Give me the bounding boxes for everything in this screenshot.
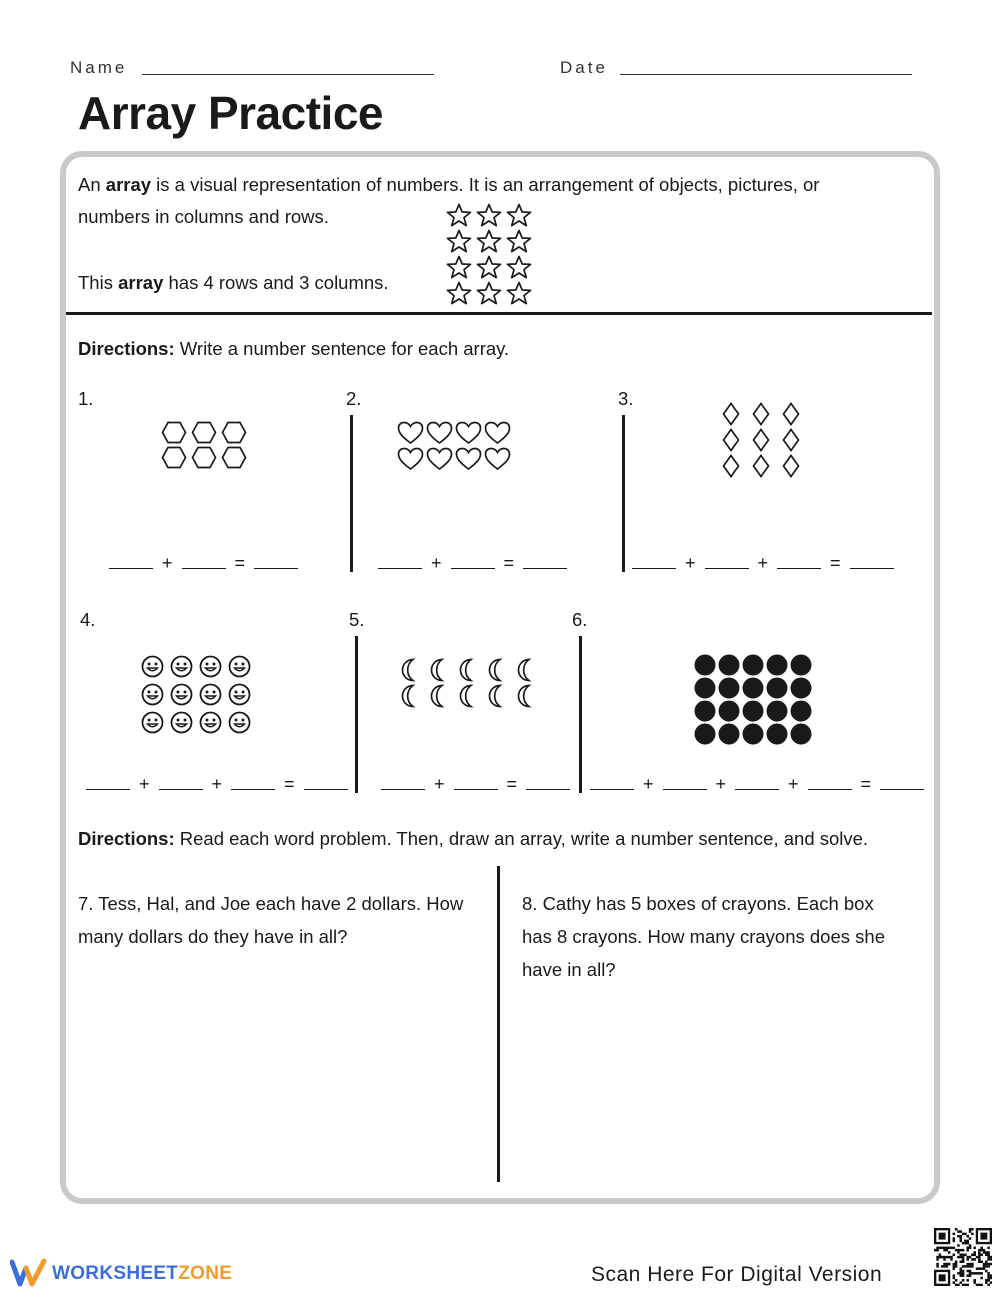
moon-array	[400, 658, 534, 708]
crescent-moon-icon	[487, 658, 505, 682]
date-line[interactable]	[620, 74, 912, 75]
smiley-face-icon	[170, 683, 193, 706]
answer-blank[interactable]	[735, 774, 779, 790]
heart-outline-icon	[484, 447, 511, 471]
star-outline-icon	[506, 229, 532, 253]
separator-5-6	[579, 636, 582, 793]
directions-2: Directions: Read each word problem. Then, draw an array, write a number sentence, and solve.	[78, 828, 869, 849]
problem-number-5: 5.	[349, 609, 365, 630]
dot-array	[694, 654, 812, 745]
plus-sign: +	[434, 774, 445, 794]
equation-row-1	[104, 553, 303, 574]
hexagon-outline-icon	[161, 421, 187, 444]
hexagon-outline-icon	[221, 446, 247, 469]
page-title: Array Practice	[78, 87, 383, 139]
answer-blank[interactable]	[304, 774, 348, 790]
heart-outline-icon	[455, 421, 482, 445]
answer-blank[interactable]	[109, 553, 153, 569]
smiley-face-icon	[228, 655, 251, 678]
crescent-moon-icon	[458, 684, 476, 708]
heart-outline-icon	[426, 421, 453, 445]
filled-circle-icon	[766, 723, 788, 745]
smiley-face-icon	[141, 711, 164, 734]
directions-1: Directions: Write a number sentence for each array.	[78, 338, 510, 359]
equals-sign: =	[234, 553, 246, 573]
filled-circle-icon	[742, 677, 764, 699]
answer-blank[interactable]	[451, 553, 495, 569]
heart-outline-icon	[397, 421, 424, 445]
answer-blank[interactable]	[254, 553, 298, 569]
crescent-moon-icon	[487, 684, 505, 708]
intro-line-2: numbers in columns and rows.	[78, 206, 329, 227]
filled-circle-icon	[790, 700, 812, 722]
diamond-outline-icon	[752, 454, 770, 478]
equation-row-3	[627, 553, 899, 574]
hexagon-outline-icon	[161, 446, 187, 469]
diamond-outline-icon	[722, 454, 740, 478]
answer-blank[interactable]	[86, 774, 130, 790]
answer-blank[interactable]	[590, 774, 634, 790]
separator-1-2	[350, 415, 353, 572]
answer-blank[interactable]	[880, 774, 924, 790]
equation-row-6	[585, 774, 929, 795]
section-divider	[66, 312, 932, 315]
answer-blank[interactable]	[454, 774, 498, 790]
plus-sign: +	[431, 553, 442, 573]
plus-sign: +	[211, 774, 223, 794]
brand-name	[52, 1263, 232, 1285]
smiley-face-icon	[199, 711, 222, 734]
answer-blank[interactable]	[523, 553, 567, 569]
intro-line-1: An array is a visual representation of numbers. It is an arrangement of objects, pictures, or	[78, 174, 820, 195]
diamond-outline-icon	[782, 454, 800, 478]
plus-sign: +	[643, 774, 654, 794]
plus-sign: +	[757, 553, 769, 573]
crescent-moon-icon	[516, 684, 534, 708]
star-outline-icon	[446, 203, 472, 227]
filled-circle-icon	[766, 654, 788, 676]
filled-circle-icon	[766, 700, 788, 722]
word-problem-7-line-1: 7. Tess, Hal, and Joe each have 2 dollars. How	[78, 893, 464, 914]
answer-blank[interactable]	[378, 553, 422, 569]
plus-sign: +	[715, 774, 727, 794]
filled-circle-icon	[718, 677, 740, 699]
hexagon-outline-icon	[191, 446, 217, 469]
brand-logo-icon	[10, 1258, 48, 1288]
plus-sign: +	[788, 774, 799, 794]
filled-circle-icon	[742, 700, 764, 722]
hexagon-outline-icon	[191, 421, 217, 444]
diamond-outline-icon	[722, 402, 740, 426]
problem-number-1: 1.	[78, 388, 94, 409]
star-outline-icon	[506, 203, 532, 227]
smiley-face-icon	[141, 683, 164, 706]
filled-circle-icon	[766, 677, 788, 699]
equation-row-5	[376, 774, 575, 795]
equals-sign: =	[830, 553, 841, 573]
answer-blank[interactable]	[159, 774, 203, 790]
name-line[interactable]	[142, 74, 434, 75]
filled-circle-icon	[742, 723, 764, 745]
filled-circle-icon	[694, 677, 716, 699]
heart-outline-icon	[397, 447, 424, 471]
problem-number-3: 3.	[618, 388, 634, 409]
problem-number-2: 2.	[346, 388, 362, 409]
diamond-outline-icon	[782, 402, 800, 426]
filled-circle-icon	[790, 723, 812, 745]
filled-circle-icon	[694, 723, 716, 745]
answer-blank[interactable]	[663, 774, 707, 790]
crescent-moon-icon	[400, 684, 418, 708]
plus-sign: +	[685, 553, 696, 573]
separator-2-3	[622, 415, 625, 572]
equals-sign: =	[503, 553, 515, 573]
separator-4-5	[355, 636, 358, 793]
problem-number-6: 6.	[572, 609, 588, 630]
heart-outline-icon	[455, 447, 482, 471]
heart-outline-icon	[484, 421, 511, 445]
smiley-face-icon	[199, 655, 222, 678]
word-problem-7	[78, 887, 488, 953]
equation-row-4	[81, 774, 353, 795]
crescent-moon-icon	[458, 658, 476, 682]
equals-sign: =	[284, 774, 295, 794]
star-outline-icon	[476, 229, 502, 253]
smiley-array	[141, 655, 251, 734]
equation-row-2	[373, 553, 572, 574]
problem-number-4: 4.	[80, 609, 96, 630]
crescent-moon-icon	[429, 684, 447, 708]
filled-circle-icon	[718, 654, 740, 676]
word-problem-8-line-2: has 8 crayons. How many crayons does she	[522, 926, 885, 947]
answer-blank[interactable]	[381, 774, 425, 790]
plus-sign: +	[162, 553, 173, 573]
scan-label: Scan Here For Digital Version	[591, 1263, 883, 1286]
brand-name-part2: ZONE	[178, 1263, 233, 1284]
answer-blank[interactable]	[231, 774, 275, 790]
star-outline-icon	[446, 255, 472, 279]
qr-code-icon[interactable]	[934, 1228, 992, 1286]
diamond-outline-icon	[722, 428, 740, 452]
answer-blank[interactable]	[182, 553, 226, 569]
diamond-outline-icon	[782, 428, 800, 452]
date-label: Date	[560, 58, 608, 77]
hexagon-array	[161, 421, 247, 469]
smiley-face-icon	[228, 711, 251, 734]
smiley-face-icon	[170, 711, 193, 734]
word-problem-8-line-3: have in all?	[522, 959, 616, 980]
star-outline-icon	[506, 255, 532, 279]
crescent-moon-icon	[400, 658, 418, 682]
answer-blank[interactable]	[705, 553, 749, 569]
filled-circle-icon	[694, 654, 716, 676]
filled-circle-icon	[694, 700, 716, 722]
word-problem-7-line-2: many dollars do they have in all?	[78, 926, 348, 947]
example-star-array	[446, 203, 532, 305]
diamond-array	[722, 402, 800, 478]
smiley-face-icon	[199, 683, 222, 706]
heart-outline-icon	[426, 447, 453, 471]
filled-circle-icon	[718, 700, 740, 722]
star-outline-icon	[476, 255, 502, 279]
word-problem-8	[522, 887, 932, 986]
filled-circle-icon	[718, 723, 740, 745]
star-outline-icon	[446, 229, 472, 253]
word-problem-separator	[497, 866, 500, 1182]
star-outline-icon	[506, 281, 532, 305]
answer-blank[interactable]	[526, 774, 570, 790]
smiley-face-icon	[228, 683, 251, 706]
heart-array	[397, 421, 511, 471]
star-outline-icon	[446, 281, 472, 305]
filled-circle-icon	[742, 654, 764, 676]
equals-sign: =	[506, 774, 518, 794]
diamond-outline-icon	[752, 402, 770, 426]
answer-blank[interactable]	[632, 553, 676, 569]
answer-blank[interactable]	[777, 553, 821, 569]
answer-blank[interactable]	[850, 553, 894, 569]
brand-name-part1: WORKSHEET	[52, 1263, 179, 1284]
star-outline-icon	[476, 203, 502, 227]
diamond-outline-icon	[752, 428, 770, 452]
equals-sign: =	[860, 774, 872, 794]
star-outline-icon	[476, 281, 502, 305]
crescent-moon-icon	[516, 658, 534, 682]
plus-sign: +	[139, 774, 150, 794]
smiley-face-icon	[141, 655, 164, 678]
smiley-face-icon	[170, 655, 193, 678]
word-problem-8-line-1: 8. Cathy has 5 boxes of crayons. Each box	[522, 893, 874, 914]
intro-line-3: This array has 4 rows and 3 columns.	[78, 272, 389, 293]
answer-blank[interactable]	[808, 774, 852, 790]
crescent-moon-icon	[429, 658, 447, 682]
filled-circle-icon	[790, 677, 812, 699]
filled-circle-icon	[790, 654, 812, 676]
name-label: Name	[70, 58, 128, 77]
hexagon-outline-icon	[221, 421, 247, 444]
